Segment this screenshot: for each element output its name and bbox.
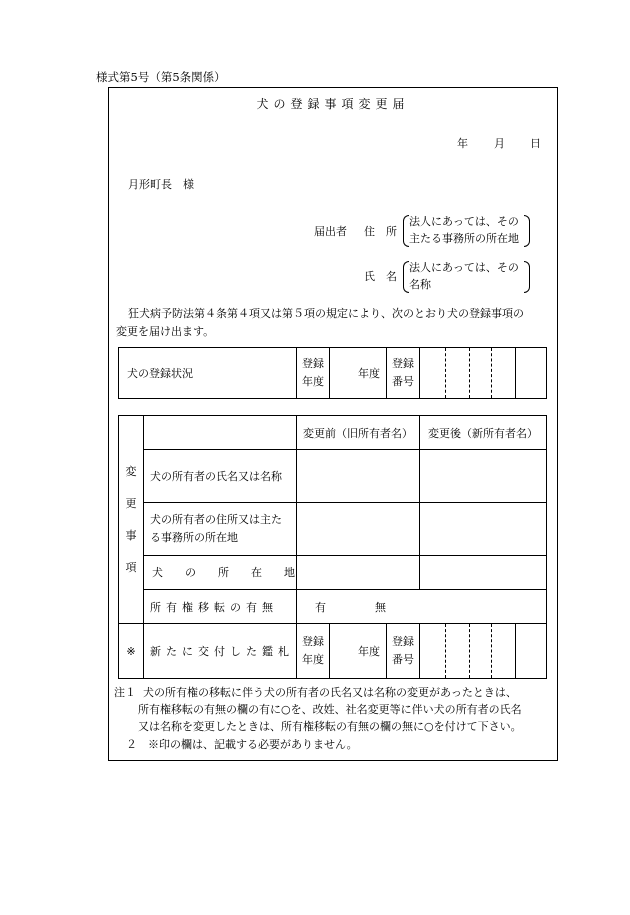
new-tag-number-box-3[interactable] (470, 624, 492, 679)
addressee: 月形町長 様 (128, 178, 194, 191)
row-transfer: 所有権移転の有無 (144, 589, 297, 623)
new-tag-number-label: 登録 番号 (387, 624, 420, 679)
registration-number-box-3[interactable] (470, 348, 492, 399)
note-1-prefix: 注１ (114, 686, 136, 699)
registration-year-label: 登録 年度 (297, 348, 330, 399)
new-tag-number-box-5[interactable] (516, 624, 547, 679)
new-tag-year-label: 登録 年度 (297, 624, 330, 679)
name-note-1: 法人にあっては、その (409, 261, 519, 274)
note-1-line-3: 又は名称を変更したときは、所有権移転の有無の欄の無に○を付けて下さい。 (138, 720, 522, 733)
registration-label: 犬の登録状況 (127, 367, 193, 380)
note-1-line-1: 犬の所有権の移転に伴う犬の所有者の氏名又は名称の変更があったときは、 (143, 686, 517, 699)
address-paren-right (524, 215, 530, 247)
new-tag-mark: ※ (119, 624, 144, 679)
form-number: 様式第5号（第5条関係） (96, 70, 226, 84)
row-owner-name: 犬の所有者の氏名又は名称 (144, 450, 297, 503)
transfer-yes[interactable]: 有 (315, 600, 326, 614)
owner-name-before[interactable] (297, 450, 420, 503)
form-title: 犬の登録事項変更届 (256, 97, 410, 111)
applicant-label: 届出者 (314, 225, 347, 238)
registration-number-box-4[interactable] (492, 348, 516, 399)
address-note-1: 法人にあっては、その (409, 215, 519, 228)
registration-year-field[interactable]: 年度 (330, 348, 387, 399)
registration-number-box-1[interactable] (420, 348, 446, 399)
date-month: 月 (494, 137, 505, 150)
dog-location-after[interactable] (420, 555, 547, 589)
note-2-prefix: ２ (126, 738, 137, 751)
name-label: 氏 名 (364, 270, 397, 283)
name-note-2: 名称 (409, 278, 431, 291)
registration-number-box-2[interactable] (446, 348, 470, 399)
body-line-2: 変更を届け出ます。 (116, 325, 215, 338)
row-owner-address: 犬の所有者の住所又は主た る事務所の所在地 (144, 502, 297, 555)
changes-header-blank (144, 416, 297, 450)
date-day: 日 (530, 137, 541, 150)
owner-address-after[interactable] (420, 502, 547, 555)
note-1-line-2: 所有権移転の有無の欄の有に○を、改姓、社名変更等に伴い犬の所有者の氏名 (138, 703, 522, 716)
registration-label-cell (119, 348, 297, 399)
new-tag-label: 新たに交付した鑑札 (144, 624, 297, 679)
new-tag-number-box-4[interactable] (492, 624, 516, 679)
address-note-2: 主たる事務所の所在地 (409, 232, 519, 245)
note-2-text: ※印の欄は、記載する必要がありません。 (148, 738, 358, 751)
changes-table (118, 415, 547, 679)
transfer-options (297, 589, 547, 623)
registration-number-box-5[interactable] (516, 348, 547, 399)
name-paren-right (524, 261, 530, 293)
new-tag-year-field[interactable]: 年度 (330, 624, 387, 679)
row-dog-location: 犬 の 所 在 地 (144, 555, 297, 589)
new-tag-number-box-2[interactable] (446, 624, 470, 679)
body-line-1: 狂犬病予防法第４条第４項又は第５項の規定により、次のとおり犬の登録事項の (128, 307, 524, 320)
address-label: 住 所 (364, 225, 397, 238)
registration-table (118, 347, 547, 399)
transfer-no[interactable]: 無 (375, 600, 386, 614)
new-tag-number-box-1[interactable] (420, 624, 446, 679)
changes-side-label: 変 更 事 項 (119, 416, 144, 624)
registration-number-label: 登録 番号 (387, 348, 420, 399)
col-after: 変更後（新所有者名） (420, 416, 547, 450)
owner-name-after[interactable] (420, 450, 547, 503)
col-before: 変更前（旧所有者名） (297, 416, 420, 450)
owner-address-before[interactable] (297, 502, 420, 555)
date-year: 年 (457, 137, 468, 150)
